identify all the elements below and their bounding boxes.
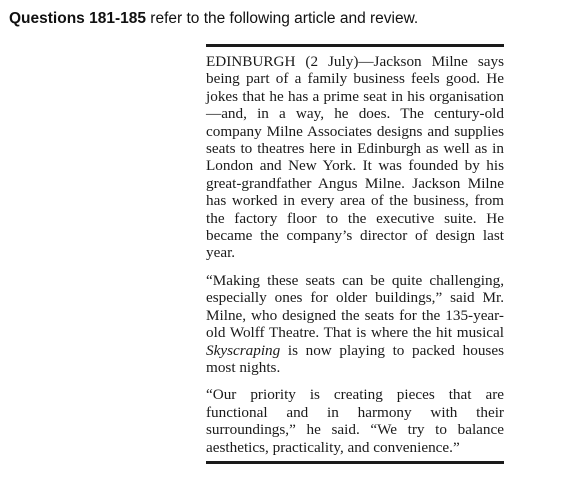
- question-range: Questions 181-185: [9, 10, 146, 27]
- question-intro: refer to the following article and review.: [150, 10, 419, 27]
- article-box: [206, 44, 504, 464]
- musical-title: Skyscraping: [206, 341, 281, 359]
- article-paragraph-3: “Our priority is creating pieces that are functional and in harmony with their surroundings,” he said. “We try to balance aesthetics, practicality, and convenience.”: [206, 386, 504, 456]
- article-paragraph-2: [206, 272, 504, 376]
- paragraph-2-text-end: is now playing to packed houses most nights.: [206, 341, 504, 376]
- article-paragraph-1: EDINBURGH (2 July)—Jackson Milne says being part of a family business feels good. He jokes that he has a prime seat in his organisation—and, in a way, he does. The century-old company Milne Associates designs and supplies seats to theatres here in Edinburgh as well as in London and New York. It was founded by his great-grandfather Angus Milne. Jackson Milne has worked in every area of the business, from the factory floor to the executive suite. He became the company’s director of design last year.: [206, 53, 504, 262]
- question-header: [9, 9, 418, 29]
- paragraph-2-text-start: “Making these seats can be quite challenging, especially ones for older buildings,” said Mr. Milne, who designed the seats for the 135-year-old Wolff Theatre. That is where the hit musical: [206, 271, 504, 342]
